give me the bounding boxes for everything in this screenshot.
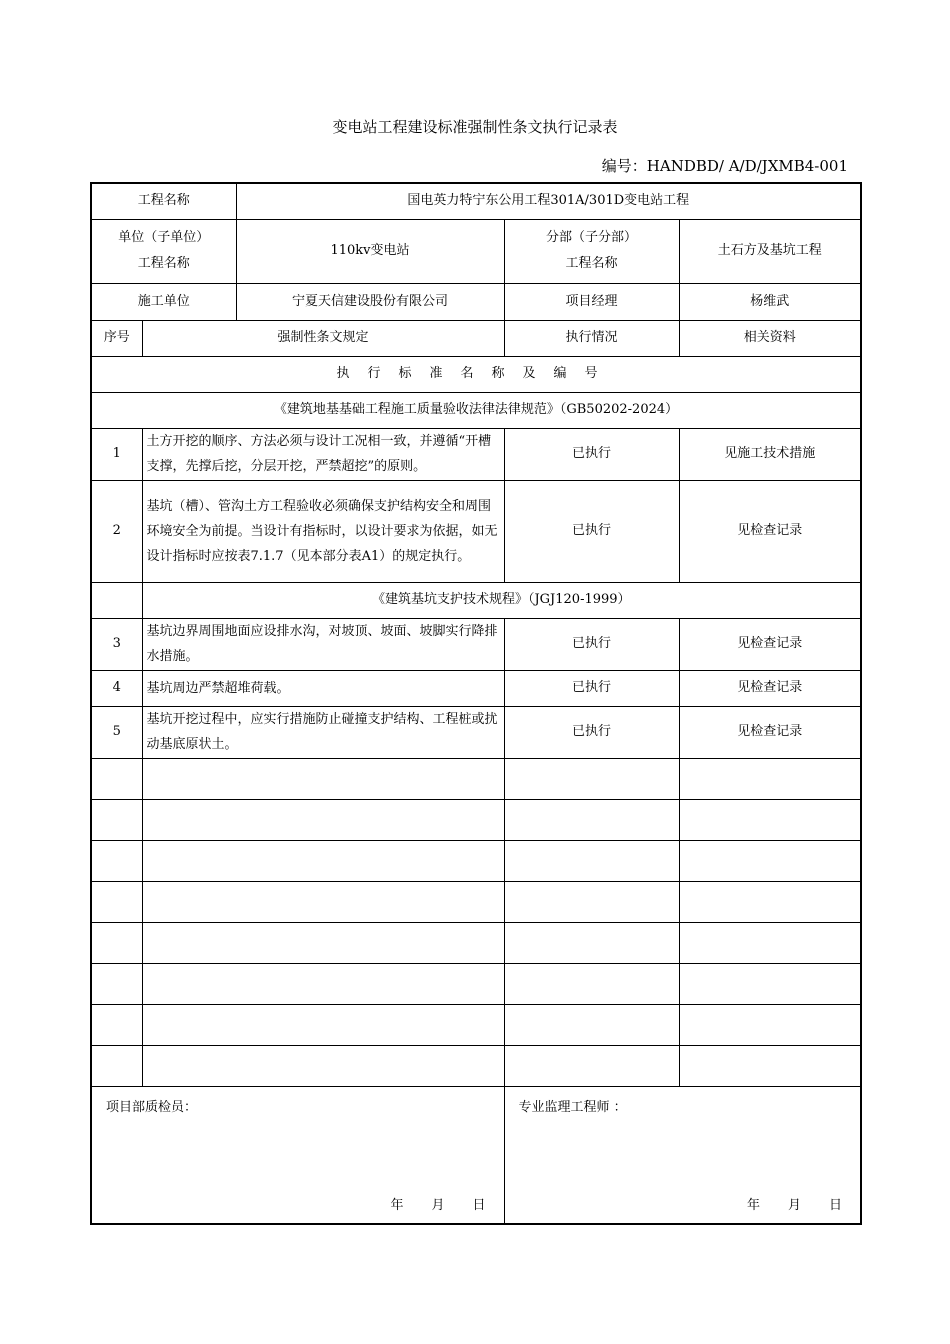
document-title: 变电站工程建设标准强制性条文执行记录表 <box>332 118 618 136</box>
year-label: 年 <box>390 1198 404 1213</box>
section-header-row <box>91 356 861 392</box>
empty-cell <box>679 963 861 1004</box>
unit-value: 110kv变电站 <box>236 219 504 283</box>
unit-label <box>91 219 236 283</box>
col-status-header: 执行情况 <box>504 320 679 356</box>
manager-label: 项目经理 <box>504 283 679 320</box>
empty-row <box>91 758 861 799</box>
supervisor-label: 专业监理工程师 ： <box>518 1099 627 1115</box>
row-ref: 见检查记录 <box>679 706 861 758</box>
row-status: 已执行 <box>504 480 679 582</box>
standard-row <box>91 392 861 428</box>
row-number: 5 <box>91 706 142 758</box>
empty-cell <box>91 1045 142 1086</box>
row-number: 3 <box>91 618 142 670</box>
empty-row <box>91 881 861 922</box>
signature-date <box>719 1197 842 1215</box>
empty-cell <box>679 922 861 963</box>
empty-cell <box>504 1045 679 1086</box>
row-number: 1 <box>91 428 142 480</box>
empty-cell <box>142 922 504 963</box>
month-label: 月 <box>787 1198 801 1213</box>
empty-row <box>91 1045 861 1086</box>
contractor-row <box>91 283 861 320</box>
table-row <box>91 670 861 706</box>
empty-cell <box>504 881 679 922</box>
row-number: 2 <box>91 480 142 582</box>
empty-row <box>91 840 861 881</box>
empty-cell <box>142 758 504 799</box>
empty-cell <box>679 1004 861 1045</box>
row-status: 已执行 <box>504 428 679 480</box>
empty-cell <box>91 1004 142 1045</box>
month-label: 月 <box>431 1198 445 1213</box>
project-name-value: 国电英力特宁东公用工程301A/301D变电站工程 <box>236 183 861 219</box>
standard-blank-cell <box>91 582 142 618</box>
empty-cell <box>91 840 142 881</box>
row-ref: 见检查记录 <box>679 618 861 670</box>
sub-label-line1: 分部（子分部） <box>546 230 638 245</box>
row-ref: 见施工技术措施 <box>679 428 861 480</box>
empty-cell <box>142 963 504 1004</box>
row-ref: 见检查记录 <box>679 670 861 706</box>
day-label: 日 <box>829 1198 843 1213</box>
standard-row <box>91 582 861 618</box>
row-status: 已执行 <box>504 618 679 670</box>
empty-cell <box>504 758 679 799</box>
empty-cell <box>91 922 142 963</box>
empty-cell <box>142 799 504 840</box>
empty-cell <box>504 1004 679 1045</box>
empty-cell <box>142 1004 504 1045</box>
sub-value: 土石方及基坑工程 <box>679 219 861 283</box>
project-name-label: 工程名称 <box>91 183 236 219</box>
empty-cell <box>679 799 861 840</box>
contractor-value: 宁夏天信建设股份有限公司 <box>236 283 504 320</box>
section-header: 执行标准名称及编号 <box>91 356 861 392</box>
signature-row <box>91 1086 861 1224</box>
column-header-row <box>91 320 861 356</box>
row-text: 土方开挖的顺序、方法必须与设计工况相一致，并遵循“开槽支撑，先撑后挖，分层开挖，严禁超挖”的原则。 <box>142 428 504 480</box>
empty-row <box>91 922 861 963</box>
col-rule-header: 强制性条文规定 <box>142 320 504 356</box>
empty-cell <box>142 1045 504 1086</box>
row-text: 基坑开挖过程中，应实行措施防止碰撞支护结构、工程桩或扰动基底原状土。 <box>142 706 504 758</box>
empty-cell <box>142 840 504 881</box>
empty-cell <box>504 922 679 963</box>
day-label: 日 <box>472 1198 486 1213</box>
standard-name: 《建筑地基基础工程施工质量验收法律法律规范》（GB50202-2024） <box>91 392 861 428</box>
quality-inspector-label: 项目部质检员： <box>106 1099 198 1115</box>
empty-cell <box>679 840 861 881</box>
empty-cell <box>142 881 504 922</box>
row-text: 基坑（槽）、管沟土方工程验收必须确保支护结构安全和周围环境安全为前提。当设计有指标时，以设计要求为依据，如无设计指标时应按表7.1.7（见本部分表A1）的规定执行。 <box>142 480 504 582</box>
empty-cell <box>504 963 679 1004</box>
table-row <box>91 480 861 582</box>
standard-name: 《建筑基坑支护技术规程》（JGJ120-1999） <box>142 582 861 618</box>
empty-cell <box>91 758 142 799</box>
empty-row <box>91 799 861 840</box>
empty-cell <box>504 840 679 881</box>
table-row <box>91 428 861 480</box>
signature-date <box>362 1197 485 1215</box>
row-text: 基坑周边严禁超堆荷载。 <box>142 670 504 706</box>
unit-label-line2: 工程名称 <box>137 256 190 271</box>
empty-cell <box>679 758 861 799</box>
col-seq-header: 序号 <box>91 320 142 356</box>
quality-inspector-signature <box>91 1086 504 1224</box>
record-table <box>90 182 862 1225</box>
row-number: 4 <box>91 670 142 706</box>
col-ref-header: 相关资料 <box>679 320 861 356</box>
table-row <box>91 706 861 758</box>
empty-cell <box>679 1045 861 1086</box>
row-text: 基坑边界周围地面应设排水沟，对坡顶、坡面、坡脚实行降排水措施。 <box>142 618 504 670</box>
empty-cell <box>679 881 861 922</box>
manager-value: 杨维武 <box>679 283 861 320</box>
unit-label-line1: 单位（子单位） <box>118 230 210 245</box>
row-status: 已执行 <box>504 670 679 706</box>
empty-row <box>91 963 861 1004</box>
row-status: 已执行 <box>504 706 679 758</box>
empty-cell <box>91 799 142 840</box>
project-name-row <box>91 183 861 219</box>
sub-label-line2: 工程名称 <box>565 256 618 271</box>
table-row <box>91 618 861 670</box>
document-code: 编号：HANDBD/ A/D/JXMB4-001 <box>601 157 848 175</box>
empty-cell <box>504 799 679 840</box>
year-label: 年 <box>746 1198 760 1213</box>
unit-row <box>91 219 861 283</box>
supervisor-signature <box>504 1086 861 1224</box>
empty-cell <box>91 963 142 1004</box>
sub-label <box>504 219 679 283</box>
empty-cell <box>91 881 142 922</box>
row-ref: 见检查记录 <box>679 480 861 582</box>
contractor-label: 施工单位 <box>91 283 236 320</box>
empty-row <box>91 1004 861 1045</box>
